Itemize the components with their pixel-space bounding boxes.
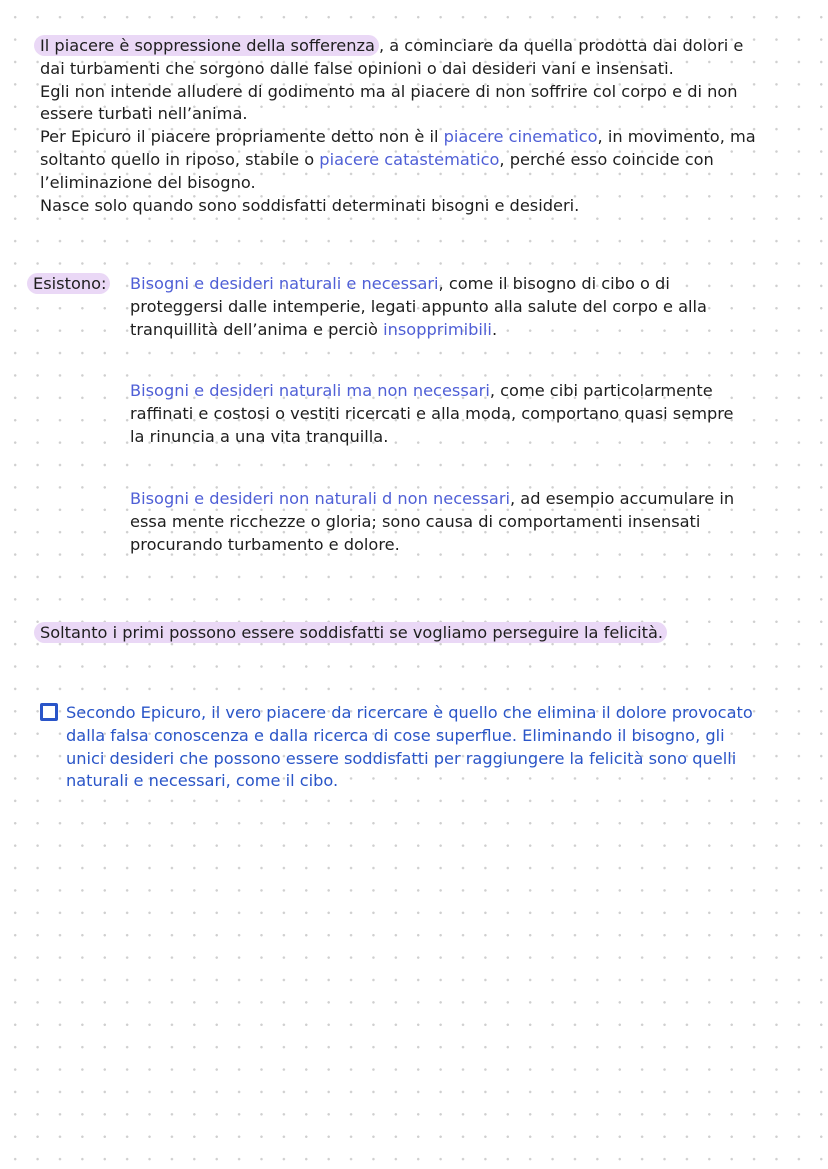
- conclusion-line: unici desideri che possono essere soddisfatti per raggiungere la felicità sono quelli: [66, 748, 737, 768]
- highlighted-text: Soltanto i primi possono essere soddisfatti se vogliamo perseguire la felicità.: [34, 622, 667, 643]
- highlighted-label: Esistono:: [27, 273, 110, 294]
- intro-paragraph: [40, 35, 756, 217]
- category-natural-necessary: [130, 273, 707, 341]
- intro-line: [40, 149, 756, 172]
- conclusion-line: naturali e necessari, come il cibo.: [66, 771, 339, 791]
- intro-line: Nasce solo quando sono soddisfatti determinati bisogni e desideri.: [40, 195, 580, 215]
- category-not-natural-not-necessary: [130, 488, 734, 556]
- intro-text: soltanto quello in riposo, stabile o: [40, 149, 320, 169]
- category-term: Bisogni e desideri non naturali d non necessari: [130, 489, 510, 508]
- conclusion-line: Secondo Epicuro, il vero piacere da ricercare è quello che elimina il dolore provocato: [66, 703, 753, 722]
- category-text: tranquillità dell’anima e perciò: [130, 319, 384, 339]
- summary-line: [40, 622, 667, 645]
- category-term: Bisogni e desideri naturali ma non necessari: [130, 381, 490, 400]
- category-text: , come cibi particolarmente: [489, 381, 713, 400]
- intro-text: , a cominciare da quella prodotta dai dolori e: [378, 36, 744, 55]
- term-piacere-cinematico: piacere cinematico: [443, 127, 598, 147]
- checkbox-icon[interactable]: [40, 703, 58, 721]
- intro-line: dai turbamenti che sorgono dalle false opinioni o dai desideri vani e insensati.: [40, 58, 674, 78]
- category-text: , ad esempio accumulare in: [510, 489, 735, 508]
- category-line: essa mente ricchezze o gloria; sono causa di comportamenti insensati: [130, 511, 701, 531]
- category-line: [130, 488, 734, 511]
- category-line: [130, 319, 707, 342]
- category-text: .: [491, 319, 498, 339]
- category-line: la rinuncia a una vita tranquilla.: [130, 426, 389, 446]
- category-line: proteggersi dalle intemperie, legati appunto alla salute del corpo e alla: [130, 296, 707, 316]
- intro-text: Per Epicuro il piacere propriamente detto non è il: [40, 127, 444, 147]
- summary-sentence: [40, 622, 667, 645]
- category-line: raffinati e costosi o vestiti ricercati e alla moda, comportano quasi sempre: [130, 403, 734, 423]
- intro-line: [40, 126, 756, 149]
- intro-text: , in movimento, ma: [597, 127, 756, 147]
- esistono-label: [33, 273, 110, 296]
- category-line: [130, 273, 707, 296]
- conclusion-line: dalla falsa conoscenza e dalla ricerca di cose superflue. Eliminando il bisogno, gli: [66, 725, 725, 745]
- category-natural-not-necessary: [130, 380, 734, 448]
- category-line: [130, 380, 734, 403]
- intro-line: l’eliminazione del bisogno.: [40, 172, 256, 192]
- conclusion-paragraph: [66, 702, 753, 793]
- term-insopprimibili: insopprimibili: [383, 319, 492, 339]
- intro-line: [40, 35, 756, 58]
- highlighted-text: Il piacere è soppressione della sofferenza: [34, 35, 379, 56]
- category-text: , come il bisogno di cibo o di: [438, 274, 670, 293]
- intro-line: Egli non intende alludere di godimento ma al piacere di non soffrire col corpo e di non: [40, 81, 738, 101]
- intro-line: essere turbati nell’anima.: [40, 104, 248, 124]
- intro-text: , perché esso coincide con: [499, 149, 714, 169]
- category-term: Bisogni e desideri naturali e necessari: [130, 274, 439, 293]
- category-line: procurando turbamento e dolore.: [130, 534, 400, 554]
- term-piacere-catastematico: piacere catastematico: [319, 149, 500, 169]
